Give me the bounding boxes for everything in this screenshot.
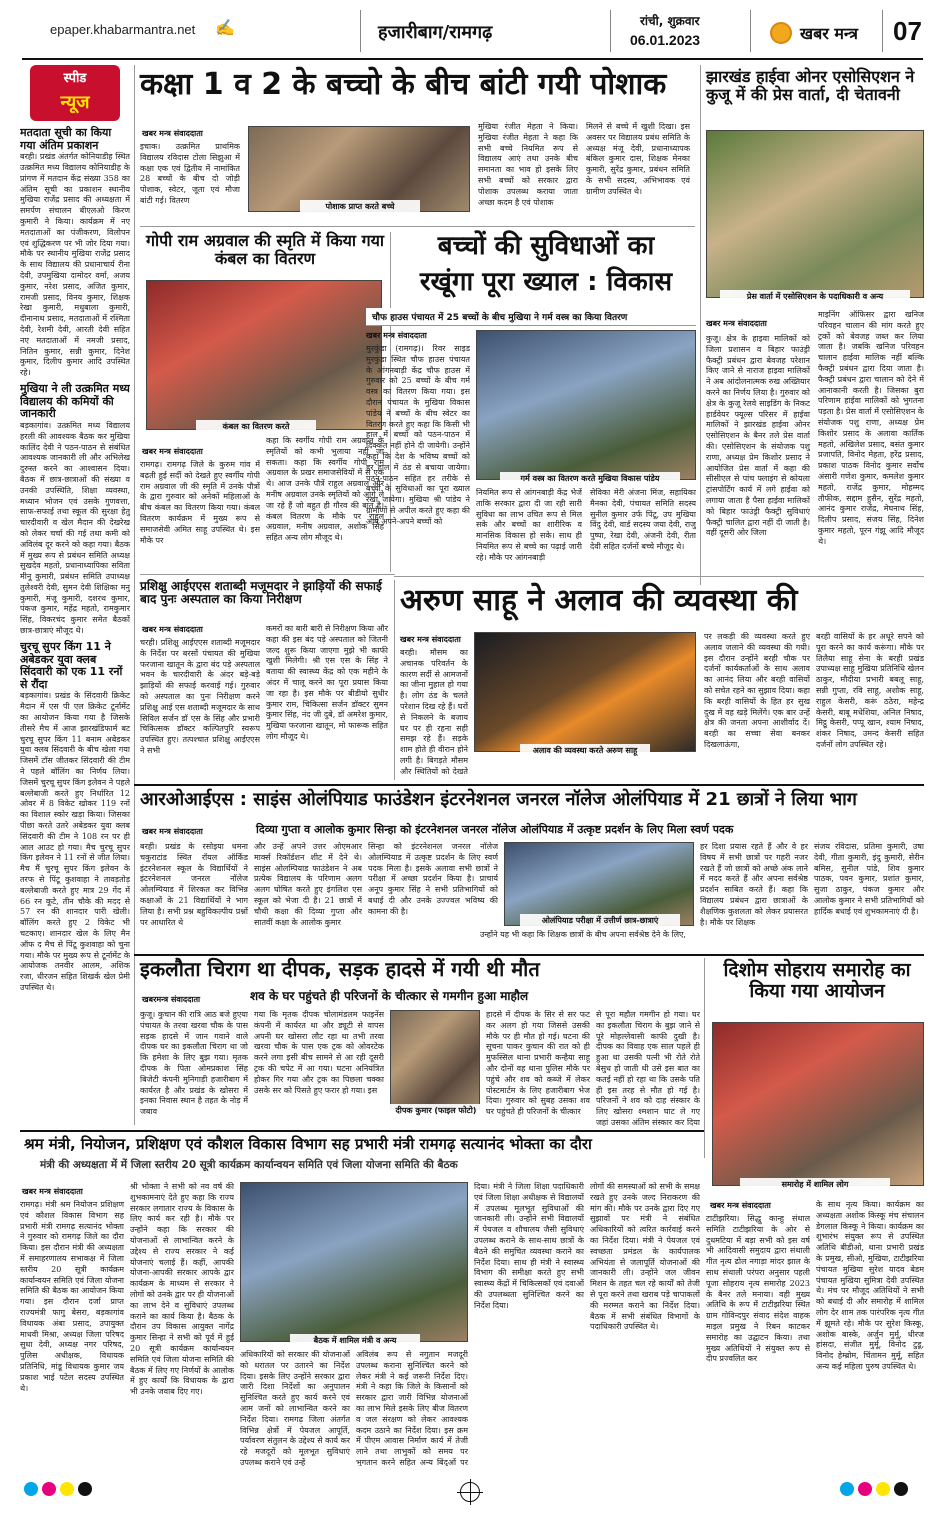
story3-text: चरही। प्रशिक्षु आईएएस शताब्दी मजूमदार के निर्देश पर बरसों पंचायत की मुखिया फरजाना खातून के द्वारा बंद पड़े अस्पताल भवन के चारदीवारी के अंदर बड़े-बड़े झाड़ियों की सफाई करवाई गई। गुरुवार को अस्पताल का पुनः निरीक्षण करने प्रशिक्षु आई एस शताब्दी मजूमदार के साथ सिविल सर्जन डॉ एस के सिंह और प्रभारी चिकित्सक डॉक्टर कल्पितपुरि स्वरूप उपस्थित हुए। तत्पश्चात प्रशिक्षु आईएएस ने सभी (140, 638, 260, 755)
cursor-icon: ✍ (215, 18, 235, 37)
story7-subhead: दिव्या गुप्ता व आलोक कुमार सिन्हा को इंटरनेशनल जनरल नॉलेज ओलंपियाड में उत्कृष्ट प्रदर्शन के लिए मिला स्वर्ण पदक (256, 823, 734, 836)
story10-text: लोगों की समस्याओं को सभी के समक्ष रखते हुए उनके जल्द निराकरण की मांग की। मौके पर उनके द्वारा दिए गए सुझावों पर मंत्री ने संबंधित अधिकारियों को त्वरित कार्रवाई करने का निर्देश दिया। मंत्री ने पेयजल एवं स्वच्छता प्रमंडल के कार्यपालक अभियंता से जलापूर्ति योजनाओं की जानकारी ली। उन्होंने जल जीवन मिशन के तहत चल रहे कार्यों को तेजी से पूरा करने तथा खराब पड़े चापाकलों की मरम्मत कराने का निर्देश दिया। बैठक में सभी संबंधित विभागों के पदाधिकारी उपस्थित थे। (590, 1182, 700, 1332)
story6-caption: अलाव की व्यवस्था करते अरुण साहू (520, 744, 650, 757)
page-number: 07 (893, 16, 922, 46)
section-rule (394, 576, 924, 577)
brand-name: खबर मन्त्र (800, 24, 858, 43)
story4-headline[interactable]: बच्चों की सुविधाओं का (437, 231, 655, 261)
story7-text: उन्होंने यह भी कहा कि शिक्षक छात्रों के बीच अपना सर्वश्रेष्ठ देने के लिए, (480, 930, 686, 939)
section-rule (134, 954, 924, 956)
magenta-swatch (858, 1482, 872, 1496)
section-rule (140, 226, 695, 227)
story4-photo[interactable] (476, 330, 696, 480)
edition-date: 06.01.2023 (630, 32, 701, 48)
story8-photo[interactable] (390, 1010, 480, 1110)
story9-photo[interactable] (712, 1022, 924, 1186)
story7-headline[interactable]: आरओआईएस : साइंस ओलंपियाड फाउंडेशन इंटरनेशनल जनरल नॉलेज ओलंपियाड में 21 छात्रों ने लिया भाग (140, 789, 857, 810)
story1-text: मुखिया रंजीत मेहता ने किया। मुखिया रंजीत मेहता ने कहा कि सभी बच्चे नियमित रूप से विद्यालय आएं तथा उनके बीच समानता का भाव हो इसके लिए सभी बच्चों को सरकार द्वारा पोशाक उपलब्ध कराया जाता अच्छा कदम है एवं पोशाक (478, 122, 578, 207)
black-swatch (894, 1482, 908, 1496)
story8-text: कुजू। कुचान की रात्रि आठ बजे हुएया पंचायत के तरवा खरवा चौक के पास सड़क हादसे में जान गवाने वाले दीपक घर का इकलौता चिराग था जो कि हमेशा के लिए बुझ गया। मृतक दीपक के पिता ओमप्रकाश सिंह बिजेटी कंपनी मुनिगाड़ी हजारीबाग में कार्यरत है और प्रखंड के खोसरा में इनका निवास स्थान है तहत के नोड़ में जबाव (140, 1010, 248, 1117)
story3-headline[interactable]: प्रशिक्षु आईएएस शताब्दी मजूमदार ने झाड़ियों की सफाई बाद पुनः अस्पताल का किया निरीक्षण (140, 579, 382, 607)
story6-text: बरही। मौसम का अचानक परिवर्तन के कारण सर्दी से आमजनों का जीना मुहाल हो गया है। लोग ठंड के चलते परेशान दिख रहे हैं। घरों से निकलने के बजाय घर पर ही रहना सही समझ रहे हैं। सड़के शाम होते ही वीरान होने लगी है। बिगड़ते मौसम और स्थितियों को देखते (400, 648, 468, 776)
story10-text: अधिकारियों को सरकार की योजनाओं को धरातल पर उतारने का निर्देश दिया। इसके लिए उन्होंने सरकार द्वारा जारी दिशा निर्देशों का अनुपालन सुनिश्चित करते हुए कार्य करने एवं आम जनों को लाभान्वित करने का निर्देश दिया। रामगढ़ जिला अंतर्गत विभिन्न क्षेत्रों में पेयजल आपूर्ति, पर्यावरण संतुलन के उद्देश्य से कार्य कर रहे मजदूरों को मूलभूत सुविधाएं उपलब्ध कराने एवं उन्हें (240, 1350, 350, 1466)
brief-body: बड़कागांव। प्रखंड के सिंदवारी क्रिकेट मैदान में एस पी एल क्रिकेट टूर्नामेंट का आयोजन किया गया है जिसके तीसरे मैच में आज झारखंडिफार्म बट चुरचू सुपर किंग 11 बनाम अबेडकर युवा क्लब सिंदवारी के बीच खेला गया जिसमें टॉस जीतकर सिंदवारी की टीम ने पहले बॉलिंग का निर्णय लिया। जिसमें चुरचू सुपर किंग इलेवन ने पहले बल्लेबाजी करते हुए निर्धारित 12 ओवर में 8 विकेट खोकर 119 रनों का विशाल स्कोर खड़ा किया। जिसका पीछा करते उतरे अबेडकर युवा क्लब सिंदवारी की टीम ने 108 रन पर ही आल आउट हो गया। मैच चुरचू सुपर किंग इलेवन ने 11 रनों से जीत लिया। मैच मैं चुरचू सुपर किंग इलेवन के तरफ से पिंटू कुशवाहा ने तावड़तोड़ बल्लेबाजी करते हुए मात्र 29 गेंद में 66 रन कूटे, तीन चौके की मदद से 57 रन की शानदार पारी खेली। बॉलिंग करते हुए 2 विकेट भी चटकाए। शानदार खेल के लिए मैन ऑफ द मैच से पिंटू कुशवाहा को चुना गया। मौके पर मुख्य रूप से टूर्नामेंट के आयोजक तनवीर आलम, अशिक रजा, धीरजन सहित शिखर्क खेल प्रेमी उपस्थित थे। (20, 691, 130, 992)
story8-subhead: शव के घर पहुंचते ही परिजनों के चीत्कार से गमगीन हुआ माहौल (250, 989, 529, 1003)
section-rule (20, 1130, 704, 1132)
masthead-divider (610, 10, 611, 52)
story2-headline[interactable]: गोपी राम अग्रवाल की स्मृति में किया गया कंबल का वितरण (145, 231, 385, 268)
story4-caption: गर्म वस्त्र का वितरण करते मुखिया विकास पांडेय (500, 472, 680, 485)
story10-byline: खबर मन्त्र संवाददाता (22, 1187, 83, 1196)
story7-caption: ओलंपियाड परीक्षा में उत्तीर्ण छात्र-छात्राएं (520, 914, 680, 927)
story9-text: के साथ नृत्य किया। कार्यक्रम का अध्यक्षता अशोक किस्कू मंच संचालन डेगलाल किस्कू ने किया। कार्यक्रम का शुभारंभ संयुक्त रूप से उपस्थित अतिथि बीडीओ, थाना प्रभारी प्रखंड के प्रमुख, सीओ, मुखिया, टाटीझरिया पंचायत मुखिया सुरेश यादव बेडम पंचायत मुखिया सुमित्रा देवी उपस्थित थे। मंच पर मौजूद अतिथियों ने सभी को बधाई दी और समारोह में शामिल लोग देर शाम तक पारंपरिक नृत्य गीत में झूमते रहे। मौके पर सुरेश किस्कू, अशोक बास्के, अर्जुन मुर्मू, धीरज हांसदा, संजीत मुर्मू, विनोद टुडू, विनोद हेम्ब्रोम, चिंतामन मुर्मू, सहित अन्य कई महिला पुरुष उपस्थित थे। (816, 1200, 924, 1371)
badge-top-text: स्पीड (63, 71, 87, 86)
story8-caption: दीपक कुमार (फाइल फोटो) (386, 1104, 486, 1117)
cyan-swatch (840, 1482, 854, 1496)
masthead-divider (882, 10, 883, 52)
story2-text: रामगढ़। रामगढ़ जिले के कुरुम गांव में बढ़ती हुई सर्दी को देखते हुए स्वर्गीय गोपी राम अग्रवाल जी की स्मृति में उनके पौत्रों के द्वारा गुरुवार को अनेकों महिलाओं के बीच कंबल का वितरण किया गया। कंबल वितरण कार्यक्रम में मुख्य रूप से समाजसेवी अमित साहू उपस्थित थे। इस मौके पर (140, 460, 260, 545)
edition-place: रांची, शुक्रवार (640, 14, 700, 28)
story5-text: माइनिंग ऑफिसर द्वारा खनिज परिवहन चालान की मांग करते हुए ट्रकों को बेवजह जब्त कर लिया जाता है। जबकि खनिज परिवहन चालान हाईवा मालिक नहीं बल्कि फैक्ट्री प्रबंधन द्वारा दिया जाता है। फैक्ट्री प्रबंधन द्वारा चालान को देने में आनाकानी करती है। जिसका बुरा परिणाम हाईवा मालिकों को भुगतना पड़ता है। प्रेस वार्ता में एसोसिएशन के संयोजक पशु राणा, अध्यक्ष प्रेम किशोर प्रसाद के अलावा कार्तिक महतो, अखिलेश प्रसाद, बसंत कुमार प्रजापति, विनोद मेहता, हरेंद्र प्रसाद, प्रकाश पाठक विनोद कुमार सर्वोच अंसारी गणेश कुमार, कमलेश कुमार महतो, राजेंद्र कुमार, मोहम्मद तौफीक, सद्दाम हुसैन, सुरेंद्र महतो, आनंद कुमार राजेंद्र, मेघनाथ सिंह, दिलीप प्रसाद, संजय सिंह, दिनेश कुमार महतो, पूरन गंझू आदि मौजूद थे। (818, 310, 924, 546)
print-registration-footer (0, 1472, 945, 1517)
speed-news-badge (30, 65, 120, 121)
story4-subhead: चौफ हाउस पंचायत में 25 बच्चों के बीच मुखिया ने गर्म वस्त्र का किया वितरण (366, 308, 696, 326)
speed-news-column (20, 65, 130, 1125)
story9-text: टाटीझरिया। सिद्धु कान्हु संथाल समिति टाटीझरिया के ओर से दुधमटिया में बड़ा सभी को इस वर्ष भी आदिवासी समुदाय द्वारा संथाली गीत नृत्य ढोल नगाड़ा मांदर झाल के साथ संथाली परंपरा अनुसार पहली पूजा सोहराय नृत्य समारोह 2023 के बैनर तले मनाया। वही मुख्य अतिथि के रूप में टाटीझरिया स्थित ग्राम गोविन्दपुर संवाद संदेश वाहक माइल प्रमुख ने रिबन काटकर समारोह का उद्घाटन किया। तथा मुख्य अतिथियों ने संयुक्त रूप से दीप प्रज्वलित कर (706, 1214, 810, 1364)
story9-byline: खबर मन्त्र संवाददाता (710, 1201, 771, 1210)
yellow-swatch (876, 1482, 890, 1496)
story3-byline: खबर मन्त्र संवाददाता (142, 625, 203, 634)
edition-name: हजारीबाग/रामगढ़ (378, 22, 493, 43)
story10-headline[interactable]: श्रम मंत्री, नियोजन, प्रशिक्षण एवं कौशल विकास विभाग सह प्रभारी मंत्री रामगढ़ सत्यानंद भोक्ता का दौरा (24, 1135, 592, 1153)
column-rule (700, 65, 701, 585)
story2-text: कहा कि स्वर्गीय गोपी राम अग्रवाल के स्मृतियों को कभी भुलाया नहीं जा सकता। कहा कि स्वर्गीय गोपी राम अग्रवाल के प्रखर समाजसेवियों में से एक थे। आज उनके पौत्रें राहुल अग्रवाल और मनीष अग्रवाल उनके स्मृतियों को आगे ले जा रहे हैं जो बहुत ही गौरव की बात है। कंबल वितरण के मौके पर राहुल अग्रवाल, मनीष अग्रवाल, अशोक सिंह सहित अन्य लोग मौजूद थे। (266, 436, 384, 543)
story6-byline: खबर मन्त्र संवाददाता (400, 635, 461, 644)
story7-text: हर दिशा प्रयास रहते हैं और वे हर विषय में सभी छात्रों पर गहरी नजर रखते हैं जो छात्रों को अच्छे अंक लाने में मदद करते हैं और अपना सर्वश्रेष्ठ प्रदर्शन साबित करते हैं। कहा कि विद्यालय प्रबंधन द्वारा छात्राओं के शैक्षणिक कुशलता को लेकर प्रयासरत है। मौके पर शिक्षक (700, 842, 808, 927)
story10-text: अविलंब रूप से नगुतान मजदूरी उपलब्ध कराना सुनिश्चित करने को लेकर मंत्री ने कई जरूरी निर्देश दिए। मंत्री ने कहा कि जिले के किसानों को सरकार द्वारा जारी विभिन्न योजनाओं का लाभ मिले इसके लिए बीज वितरण व जल संरक्षण को लेकर आवश्यक कदम उठाने का निर्देश दिया। इस क्रम में पीएम आवास निर्माण कार्य में तेजी लाने तथा लाभुकों को समय पर भुगतान करने सहित अन्य बिंदुओं पर (356, 1350, 468, 1466)
story7-text: सिन्हा को इंटरनेशनल जनरल नॉलेज ओलम्पियाड में उत्कृष्ट प्रदर्शन के लिए स्वर्ण पदक मिला है। इसके अलावा सभी छात्रों ने परीक्षा में अच्छा प्रदर्शन किया है। प्राचार्य अनूप कुमार सिंह ने सभी प्रतिभागियों को बधाई दी और उनके उज्ज्वल भविष्य की कामना की है। (368, 842, 498, 916)
story4-byline: खबर मन्त्र संवाददाता (366, 331, 427, 340)
story5-headline[interactable]: झारखंड हाईवा ओनर एसोसिएशन ने कुजू में की प्रेस वार्ता, दी चेतावनी (706, 67, 915, 104)
brand-logo-icon (770, 22, 792, 44)
story5-photo[interactable] (706, 130, 924, 298)
story1-headline[interactable]: कक्षा 1 व 2 के बच्चो के बीच बांटी गयी पोशाक (140, 67, 667, 102)
story1-text: मिलने से बच्चे में खुशी दिखा। इस अवसर पर विद्यालय प्रबंध समिति के अध्यक्ष मंजू देवी, प्रधानाध्यापक बंकिल कुमार दास, शिक्षक मेनका कुमारी, सुरेंद्र कुमार, प्रबंधन समिति के सभी सदस्य, अभिभावक एवं ग्रामीण उपस्थित थे। (586, 122, 690, 196)
column-rule (704, 958, 705, 1158)
badge-bottom-text: न्यूज (60, 92, 90, 113)
story5-text: कुजू। क्षेत्र के हाइवा मालिकों को जिला प्रशासन व बिहार फाउंड्री फैक्ट्री प्रबंधन द्वारा बेवजह परेशान किए जाने से नाराज हाइवा मालिकों ने अब आंदोलनात्मक रुख अख्तियार करने का निर्णय लिया है। गुरुवार को क्षेत्र के कुजू रेलवे साइडिंग के निकट हार्डवेयर फ्यूल्स परिसर में हाईवा मालिकों ने झारखंड हाईवा ओनर एसोसिएशन के बैनर तले प्रेस वार्ता की। एसोसिएशन के संयोजक पशु राणा, अध्यक्ष प्रेम किशोर प्रसाद ने आयोजित प्रेस वार्ता में कहा की सीसीएल से पांच फ्लाइंग से कोयला ट्रांसपोर्टिंग कार्य में लगे हाईवा को लगाया जाता है पैसा हाईवा मालिकों को बिहार फाउंड्री फैक्ट्री सुविधाएं फैक्ट्री चालित द्वारा नहीं दी जाती है। वहीं दूसरी ओर जिला (706, 334, 810, 538)
story7-byline: खबर मन्त्र संवाददाता (142, 827, 203, 836)
masthead-rule (22, 58, 923, 60)
story4-text: मुरकुंडा (रामगढ़)। रिवर साइड मुरकुंडा स्थित चौफ हाउस पंचायत के आंगनबाड़ी केंद्र चौफ हाउस में गुरुवार को 25 बच्चों के बीच गर्म वस्त्र का वितरण किया गया। इस दौरान पंचायत के मुखिया विकास पांडेय ने बच्चों के बीच स्वेटर का वितरण करते हुए कहा कि किसी भी हाल में बच्चों को पठन-पाठन में दिक्कत नहीं होने दी जायेगी। उन्होंने कहा कि देश के भविष्य बच्चों को हर हाल में ठंड से बचाया जायेगा। पठन-पाठन सहित हर तरीके से बच्चों के सुविधाओं का पूरा ख्याल रखा जायेगा। मुखिया श्री पांडेय ने ग्रामीणों से अपील करते हुए कहा की आप अपने-अपने बच्चों को (366, 344, 470, 526)
masthead-divider (750, 10, 751, 52)
story2-caption: कंबल का वितरण करते (196, 420, 316, 433)
story6-photo[interactable] (474, 632, 696, 752)
story1-text: इचाक। उत्क्रमित प्राथमिक विद्यालय रविदास टोला सिझुआ में कक्षा एक एवं द्वितीय में नामांकित 28 बच्चों के बीच दो जोड़ी पोशाक, स्वेटर, जूता एवं मौजा बांटी गई। वितरण (140, 142, 240, 205)
story2-byline: खबर मन्त्र संवाददाता (142, 447, 203, 456)
masthead-divider (360, 10, 361, 52)
story8-text: से पूरा महौल गमगीन हो गया। घर का इकलौता चिराग के बुझ जाने से पूरे मोहल्लेवासी काफी दुखी है। दीपक का विवाह एक साल पहले ही हुआ था उसकी पत्नी भी रोते रोते बेसुध हो जाती थी उसे इस बात का कतई नहीं हो रहा था कि उसके पति ही इस तरह से मौत हो गई है। परिजनों ने शव को दाह संस्कार के लिए खोसरा श्मशान घाट ले गए जहां उसका अंतिम संस्कार कर दिया (596, 1010, 700, 1126)
story1-byline: खबर मन्त्र संवाददाता (142, 129, 203, 138)
column-rule (134, 65, 135, 1125)
site-url[interactable]: epaper.khabarmantra.net (50, 22, 196, 37)
story8-headline[interactable]: इकलौता चिराग था दीपक, सड़क हादसे में गयी थी मौत (140, 957, 540, 981)
story8-text: गया कि मृतक दीपक चोलामंडलम फाइनेंस कंपनी में कार्यरत था और ड्यूटी से वापस अपनी घर खोसरा लौट रहा था तभी तरवा खरवा चौक के पास एक ट्रक को ओवरटेक करने लगा इसी बीच सामने से आ रही दूसरी ट्रक की चपेट में आ गया। घटना अनियंत्रित होकर गिर गया और ट्रक का पिछला चक्का उसके सर को पिसते हुए फरार हो गया। इस (254, 1010, 384, 1095)
story4-text: सेविका मेरी अंजना मिंज, सहायिका मैनका देवी, पंचायत समिति सदस्य सुनील कुमार उर्फ पिंटू, उप मुखिया विंदु देवी, वार्ड सदस्य जया देवी, राजु पुष्पा, रेखा देवी, अंजनी देवी, रीता देवी सहित दर्जनों बच्चे मौजूद थे। (590, 488, 696, 551)
story8-byline: खबरमन्त्र संवाददाता (142, 995, 201, 1004)
story2-photo[interactable] (146, 280, 382, 430)
story4-text: नियमित रूप से आंगनबाड़ी केंद्र भेजें ताकि सरकार द्वारा दी जा रही सारी सुविधा का लाभ उचित रूप से मिल सके और बच्चों का शारीरिक व मानसिक विकास हो सके। साथ ही नियमित रूप से बच्चे का पढ़ाई जारी रहे। मौके पर आंगनबाड़ी (476, 488, 582, 562)
registration-mark-icon (460, 1482, 480, 1502)
story9-headline[interactable]: दिशोम सोहराय समारोह का किया गया आयोजन (723, 959, 911, 1002)
yellow-swatch (60, 1482, 74, 1496)
brief-body: बड़कागांव। उत्क्रमित मध्य विद्यालय हरली की आवश्यक बैठक कर मुखिया कालिंद देवी ने पठन-पाठन से संबंधित आवश्यक जानकारी ली और अभिलेख दुरुस्त करने का आश्वासन दिया। बैठक में छात्र-छात्राओं की संख्या व उनकी उपस्थिति, शिक्षा व्यवस्था, मध्यान भोजन एवं उसके गुणवत्ता, साफ-सफाई तथा स्कूल की सुरक्षा हेतु चारदीवारी व खेल मैदान की देखरेख को लेकर चर्चा की गई तथा कमी को अविलंब दूर करने को कहा गया। बैठक में मुख्य रूप से प्रबंधन समिति अध्यक्ष सुखदेव महतो, प्रधानाध्यापिका सविता मीनू कुमारी, प्रबंधन समिति उपाध्यक्ष तुलेश्वरी देवी, सुमन देवी शिक्षिका मनु कुमारी, मंजू कुमारी, दशरथ कुमार, पंकज कुमार, महेंद्र महतो, रामकुमार सिंह, विकरचंद कुमार समेत बैठकों छात्र-छात्राएं मौजूद थे। (20, 420, 130, 636)
story8-text: हादसे में दीपक के सिर से सर फट कर अलग हो गया जिससे उसकी मौके पर ही मौत हो गई। घटना की सूचना पाकर कुचान की रात को ही मुफस्सिल थाना प्रभारी कन्हैया साहू और दोनों वह थाना पुलिस मौके पर पहुंचे और शव को कब्जे में लेकर पोस्टमार्टम के लिए हजारीबाग भेज दिया। गुरुवार को सुबह उसका शव घर पहुंचते ही परिजनों के चीत्कार (486, 1010, 590, 1117)
column-rule (394, 580, 395, 780)
story7-text: संजय रविदास, प्रतिमा कुमारी, उषा देवी, गीता कुमारी, इंदु कुमारी, सेरीन बमिस, सुनील पांडे, शिव कुमार पाठक, पवन कुमार, प्रशांत कुमार, सुजा ठाकुर, पंकज कुमार और आलोक कुमार ने सभी प्रतिभागियों को हार्दिक बधाई एवं शुभकामनाएं दी है। (814, 842, 924, 916)
story10-text: रामगढ़। मंत्री श्रम नियोजन प्रशिक्षण एवं कौशल विकास विभाग सह प्रभारी मंत्री रामगढ़ सत्यानंद भोक्ता ने गुरुवार को रामगढ़ जिले का दौरा किया। इस दौरान मंत्री की अध्यक्षता में समाहरणालय सभाकक्ष में जिला स्तरीय 20 सूत्री कार्यक्रम कार्यान्वयन समिति एवं जिला योजना समिति की बैठक का आयोजन किया गया। इस दौरान दर्जा प्राप्त राज्यमंत्री फागु बेसरा, बड़कागांव विधायक अंबा प्रसाद, उपायुक्त माधवी मिश्रा, अध्यक्ष जिला परिषद सुधा देवी, अध्यक्ष नगर परिषद, पुलिस अधीक्षक, विधायक प्रतिनिधि, मांडू विधायक कुमार जय प्रकाश भाई पटेल सदस्य उपस्थित थे। (20, 1200, 124, 1393)
story10-text: दिया। मंत्री ने जिला शिक्षा पदाधिकारी एवं जिला शिक्षा अधीक्षक से विद्यालयों में उपलब्ध मूलभूत सुविधाओं की जानकारी ली। उन्होंने सभी विद्यालयों में पेयजल व शौचालय जैसी सुविधाएं उपलब्ध कराने के साथ-साथ छात्रों के बैठने की समुचित व्यवस्था कराने का निर्देश दिया। साथ ही मंत्री ने स्वास्थ्य विभाग की समीक्षा करते हुए सभी स्वास्थ्य केंद्रों में चिकित्सकों एवं दवाओं की उपलब्धता सुनिश्चित करने का निर्देश दिया। (474, 1182, 584, 1310)
section-rule (134, 784, 924, 786)
story10-text: श्री भोक्ता ने सभी को नव वर्ष की शुभकामनाएं देते हुए कहा कि राज्य सरकार लगातार राज्य के विकास के लिए कार्य कर रही है। मौके पर उन्होंने कहा कि सरकार की योजनाओं से लाभान्वित करने के उद्देश्य से राज्य सरकार ने कई योजनाएं चलाई हैं। कहीं, आपकी योजना-आपकी सरकार आपके द्वार कार्यक्रम के माध्यम से सरकार ने लोगों को उनके द्वार पर ही योजनाओं का लाभ देने व सुविधाएं उपलब्ध कराने का कार्य किया है। बैठक के दौरान उप विकास आयुक्त नागेंद्र कुमार सिन्हा ने सभी को पूर्व में हुई 20 सूत्री कार्यक्रम कार्यान्वयन समिति एवं जिला योजना समिति की बैठक में लिए गए निर्णयों के आलोक में हुए कार्यों कि विधायक के द्वारा भी उनके जवाब दिए गए। (130, 1182, 234, 1397)
story9-caption: समारोह में शामिल लोग (740, 1178, 890, 1191)
brief-headline[interactable]: मुखिया ने ली उत्क्रमित मध्य विद्यालय की कमियों की जानकारी (20, 382, 130, 421)
brief-body: बरही। प्रखंड अंतर्गत कोनियाडीह स्थित उत्क्रमित मध्य विद्यालय कोनियाडीह के प्रांगण में मतदान केंद्र संख्या 358 का अंतिम सूची का प्रकाशन स्थानीय मुखिया राजेंद्र प्रसाद की अध्यक्षता में समर्पण संचालन बीएलओ किरण कुमारी ने किया। कार्यक्रम में नए मतदाताओं का पंजीकरण, विलोपन एवं शुद्धिकरण पर भी जोर दिया गया। मौके पर स्थानीय मुखिया राजेंद्र प्रसाद के साथ विद्यालय की प्रधानाचार्य रीना देवी, उपमुखिया दामोदर वर्मा, अजय कुमार, नरेश प्रसाद, अजित कुमार, रामजी प्रसाद, विनय कुमार, शिक्षक रेखा कुमारी, मधुबाला कुमारी, दीनानाथ प्रसाद, मतदाताओं में रश्मिता देवी, रेशमी देवी, आरती देवी सहित नए मतदाताओं में नमजी प्रसाद, नितिन कुमार, सन्नी कुमार, दिनेश कुमार, दिलीप कुमार आदि उपस्थित रहे। (20, 152, 130, 378)
cyan-swatch (24, 1482, 38, 1496)
magenta-swatch (42, 1482, 56, 1496)
story10-caption: बैठक में शामिल मंत्री व अन्य (290, 1334, 420, 1347)
section-rule (140, 574, 395, 575)
story3-text: कमरों का बारी बारी से निरीक्षण किया और कहा की इस बंद पड़े अस्पताल को जितनी जल्द शुरू किया जाएगा मुझे भी काफी खुशी मिलेगी। श्री एस एस के सिंह ने बताया की स्वास्थ्य केंद्र को एक महीने के अंदर में चालू करने का पूरा प्रयास किया जा रहा है। इस मौके पर बीडीयो सुधीर कुमार राम, चिकित्सा सर्जन डॉक्टर सुमन कुमार सिंह, नंद जी दुबे, डॉ अमरेश कुमार, मुखिया फरजाना खातून, मो फारूक सहित लोग मौजूद थे। (266, 624, 388, 741)
story6-text: बरही वासियों के हर अधूरे सपने को पूरा करने का कार्य करूंगा। मौके पर तिलैया साहू सेना के बरही प्रखंड उपाध्यक्ष साहू मुखिया प्रतिनिधि खेलन ठाकुर, मौदीया प्रभारी बबलू साहू, सन्नी गुप्ता, रवि साहू, अशोक साहू, राहुल केसरी, करूं ठठेरा, महेन्द्र केसरी, बाबू मधेशिया, अनिल निषाद, मिट्ठू केसरी, पप्पू खान, श्याम निषाद, शंकर निषाद, उमन्द केसरी सहित दर्जनों लोग उपस्थित रहे। (816, 632, 924, 749)
story10-subhead: मंत्री की अध्यक्षता में में जिला स्तरीय 20 सूत्री कार्यक्रम कार्यान्वयन समिति एवं जिला योजना समिति की बैठक (40, 1159, 458, 1171)
story7-text: बरही। प्रखंड के रसोइया धमना चकुराटांड स्थित रॉयल ऑर्किड इंटरनेशनल स्कूल के विद्यार्थियों ने इंटरनेशनल जनरल नॉलेज ओलम्पियाड में शिरकत कर विभिन्न कक्षाओं के 21 विद्यार्थियों ने भाग लिया है। सभी प्रश्न बहुविकल्पीय प्रश्नों पर आधारित थे (140, 842, 248, 927)
black-swatch (78, 1482, 92, 1496)
story10-photo[interactable] (240, 1182, 468, 1342)
story1-caption: पोशाक प्राप्त करते बच्चे (300, 200, 420, 213)
story7-text: और उन्हें अपने उत्तर ओएमआर मार्क्स रिकॉर्डशन शीट में देने थे। साइंस ओलम्पियाड फाउंडेशन ने अब प्रत्येक विद्यालय के परिणाम अलग अलग घोषित करते हुए इंगलिश एस स्कूल को भेजा दी है। 21 छात्रों में चौथी कक्षा की दिव्या गुप्ता और सातवीं कक्षा के आलोक कुमार (254, 842, 362, 927)
brief-headline[interactable]: चुरचू सुपर किंग 11 ने अबेडकर युवा क्लब सिंदवारी को एक 11 रनों से रौंदा (20, 639, 123, 691)
story6-headline[interactable]: अरुण साहू ने अलाव की व्यवस्था की (400, 583, 798, 618)
story5-caption: प्रेस वार्ता में एसोसिएशन के पदाधिकारी व अन्य (720, 290, 910, 303)
story4-headline[interactable]: रखूंगा पूरा ख्याल : विकास (419, 267, 673, 297)
brief-headline[interactable]: मतदाता सूची का किया गया अंतिम प्रकाशन (20, 126, 112, 152)
masthead (0, 0, 945, 62)
story6-text: पर लकड़ी की व्यवस्था करते हुए अलाव जलाने की व्यवस्था की गयी। इस दौरान उन्होंने बरही चौक पर दर्जनों कार्यकर्ताओं के साथ अलाव का आनंद लिया और बरही वासियों को सचेत रहने का सुझाव दिया। कहा कि बरही वासियों के हित हर सुख दुख में वह खड़े मिलेंगे। एक बार उन्हें क्षेत्र की जनता अपना आशीर्वाद दें। बरही का सच्चा सेवा बनकर दिखलाऊंगा, (704, 632, 810, 749)
story5-byline: खबर मन्त्र संवाददाता (706, 319, 767, 328)
